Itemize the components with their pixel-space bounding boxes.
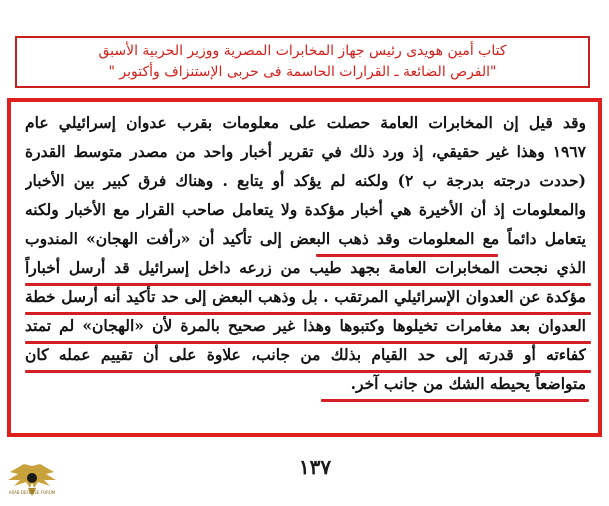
text-line-7: مؤكدة عن العدوان الإسرائيلي المرتقب . بل وذهب البعض إلى حد تأكيد أنه أرسل خطة [25,287,586,306]
underline-2 [25,283,591,286]
text-line-4: والمعلومات إذ أن الأخيرة هي أخبار مؤكدة ولا يتعامل صاحب القرار مع الأخبار ولكنه [25,200,586,219]
underline-3 [25,312,591,315]
text-line-6: الذي نجحت المخابرات العامة بجهد طيب من زرعه داخل إسرائيل قد أرسل أخباراً [25,258,586,277]
text-line-1: وقد قيل إن المخابرات العامة حصلت على معلومات بقرب عدوان إسرائيلي عام [25,113,586,132]
underline-1 [316,254,498,257]
text-line-5: يتعامل دائماً مع المعلومات وقد ذهب البعض إلى تأكيد أن «رأفت الهجان» المندوب [25,229,586,248]
text-line-8: العدوان بعد مغامرات تخيلوها وكتبوها وهذا غير صحيح بالمرة لأن «الهجان» لم تمتد [25,316,586,335]
text-line-10: متواضعاً يحيطه الشك من جانب آخر. [350,374,586,393]
text-line-9: كفاءته أو قدرته إلى حد القيام بذلك من جانب، علاوة على أن تقييم عمله كان [25,345,586,364]
underline-6 [321,399,589,402]
eagle-emblem-icon [4,462,60,502]
underline-4 [25,341,591,344]
book-title-line-1: كتاب أمين هويدى رئيس جهاز المخابرات المصرية ووزير الحربية الأسبق [98,43,507,59]
text-line-2: ١٩٦٧ وهذا غير حقيقي، إذ ورد ذلك في تقرير أخبار واحد من مصدر متوسط القدرة [25,142,586,161]
underline-5 [25,370,591,373]
book-title-line-2: "الفرص الضائعة ـ القرارات الحاسمة فى حربى الإستنزاف وأكتوبر " [108,64,497,80]
book-title-box [15,36,590,88]
page-number: ١٣٧ [298,455,332,479]
page-excerpt-frame [7,98,602,437]
logo-caption: ARAB DEFENSE FORUM [8,490,56,495]
text-line-3: (حددت درجته بدرجة ب ٢) ولكنه لم يؤكد أو يتابع . وهناك فرق كبير بين الأخبار [25,171,586,190]
